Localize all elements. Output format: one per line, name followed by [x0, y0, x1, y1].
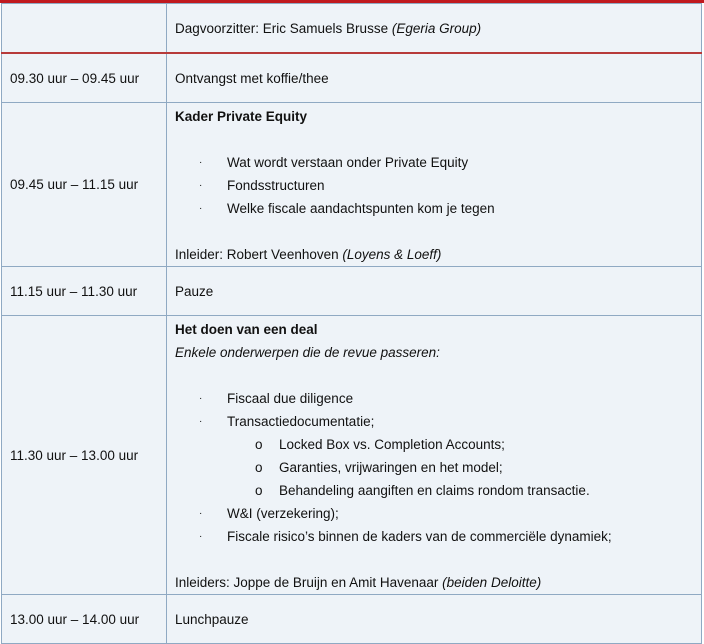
time-cell: 09.45 uur – 11.15 uur — [2, 103, 167, 267]
bullet-marker: · — [199, 393, 203, 404]
time-cell: 11.30 uur – 13.00 uur — [2, 316, 167, 595]
speaker-line — [175, 571, 693, 594]
list-item — [175, 525, 693, 548]
session-heading: Kader Private Equity — [175, 109, 308, 124]
table-row — [2, 4, 702, 54]
time-cell: 09.30 uur – 09.45 uur — [2, 53, 167, 103]
list-item — [175, 502, 693, 525]
time-cell — [2, 4, 167, 54]
program-table — [1, 3, 702, 644]
table-row — [2, 53, 702, 103]
list-item — [175, 197, 693, 220]
description-cell — [167, 267, 702, 316]
sub-list-item-text: Behandeling aangiften en claims rondom transactie. — [279, 483, 590, 498]
sub-list-item-text: Garanties, vrijwaringen en het model; — [279, 460, 503, 475]
time-cell: 11.15 uur – 11.30 uur — [2, 267, 167, 316]
speaker-organization: (Loyens & Loeff) — [342, 247, 442, 262]
session-title: Ontvangst met koffie/thee — [175, 70, 329, 86]
list-item — [175, 387, 693, 410]
list-item-text: W&I (verzekering); — [227, 506, 339, 521]
speaker-line — [175, 243, 693, 266]
list-item — [175, 174, 693, 197]
sub-list-item — [175, 456, 693, 479]
list-item — [175, 151, 693, 174]
session-title: Pauze — [175, 283, 214, 299]
speaker-organization: (beiden Deloitte) — [442, 575, 542, 590]
table-row — [2, 267, 702, 316]
description-cell — [167, 4, 702, 54]
list-item-text: Transactiedocumentatie; — [227, 414, 375, 429]
list-item-text: Fiscaal due diligence — [227, 391, 354, 406]
bullet-marker: · — [199, 157, 203, 168]
subbullet-marker: o — [255, 483, 263, 498]
description-cell — [167, 103, 702, 267]
speaker-text: Inleiders: Joppe de Bruijn en Amit Havenaar — [175, 575, 443, 590]
table-row — [2, 103, 702, 267]
chair-organization: (Egeria Group) — [391, 20, 482, 36]
bullet-marker: · — [199, 531, 203, 542]
sub-list-item — [175, 479, 693, 502]
description-cell — [167, 53, 702, 103]
bullet-marker: · — [199, 416, 203, 427]
bullet-marker: · — [199, 180, 203, 191]
list-item-text: Fiscale risico’s binnen de kaders van de commerciële dynamiek; — [227, 529, 612, 544]
subbullet-marker: o — [255, 437, 263, 452]
sub-list-item — [175, 433, 693, 456]
session-subheading: Enkele onderwerpen die de revue passeren: — [175, 345, 440, 360]
sub-list-item-text: Locked Box vs. Completion Accounts; — [279, 437, 505, 452]
bullet-marker: · — [199, 508, 203, 519]
description-cell — [167, 316, 702, 595]
list-item — [175, 410, 693, 433]
table-row — [2, 595, 702, 644]
speaker-text: Inleider: Robert Veenhoven — [175, 247, 343, 262]
session-heading: Het doen van een deal — [175, 322, 318, 337]
bullet-marker: · — [199, 203, 203, 214]
time-cell: 13.00 uur – 14.00 uur — [2, 595, 167, 644]
chair-line — [175, 17, 693, 40]
list-item-text: Wat wordt verstaan onder Private Equity — [227, 155, 469, 170]
list-item-text: Welke fiscale aandachtspunten kom je tegen — [227, 201, 495, 216]
table-row — [2, 316, 702, 595]
session-title: Lunchpauze — [175, 611, 249, 627]
chair-text: Dagvoorzitter: Eric Samuels Brusse — [175, 20, 392, 36]
subbullet-marker: o — [255, 460, 263, 475]
list-item-text: Fondsstructuren — [227, 178, 325, 193]
description-cell — [167, 595, 702, 644]
